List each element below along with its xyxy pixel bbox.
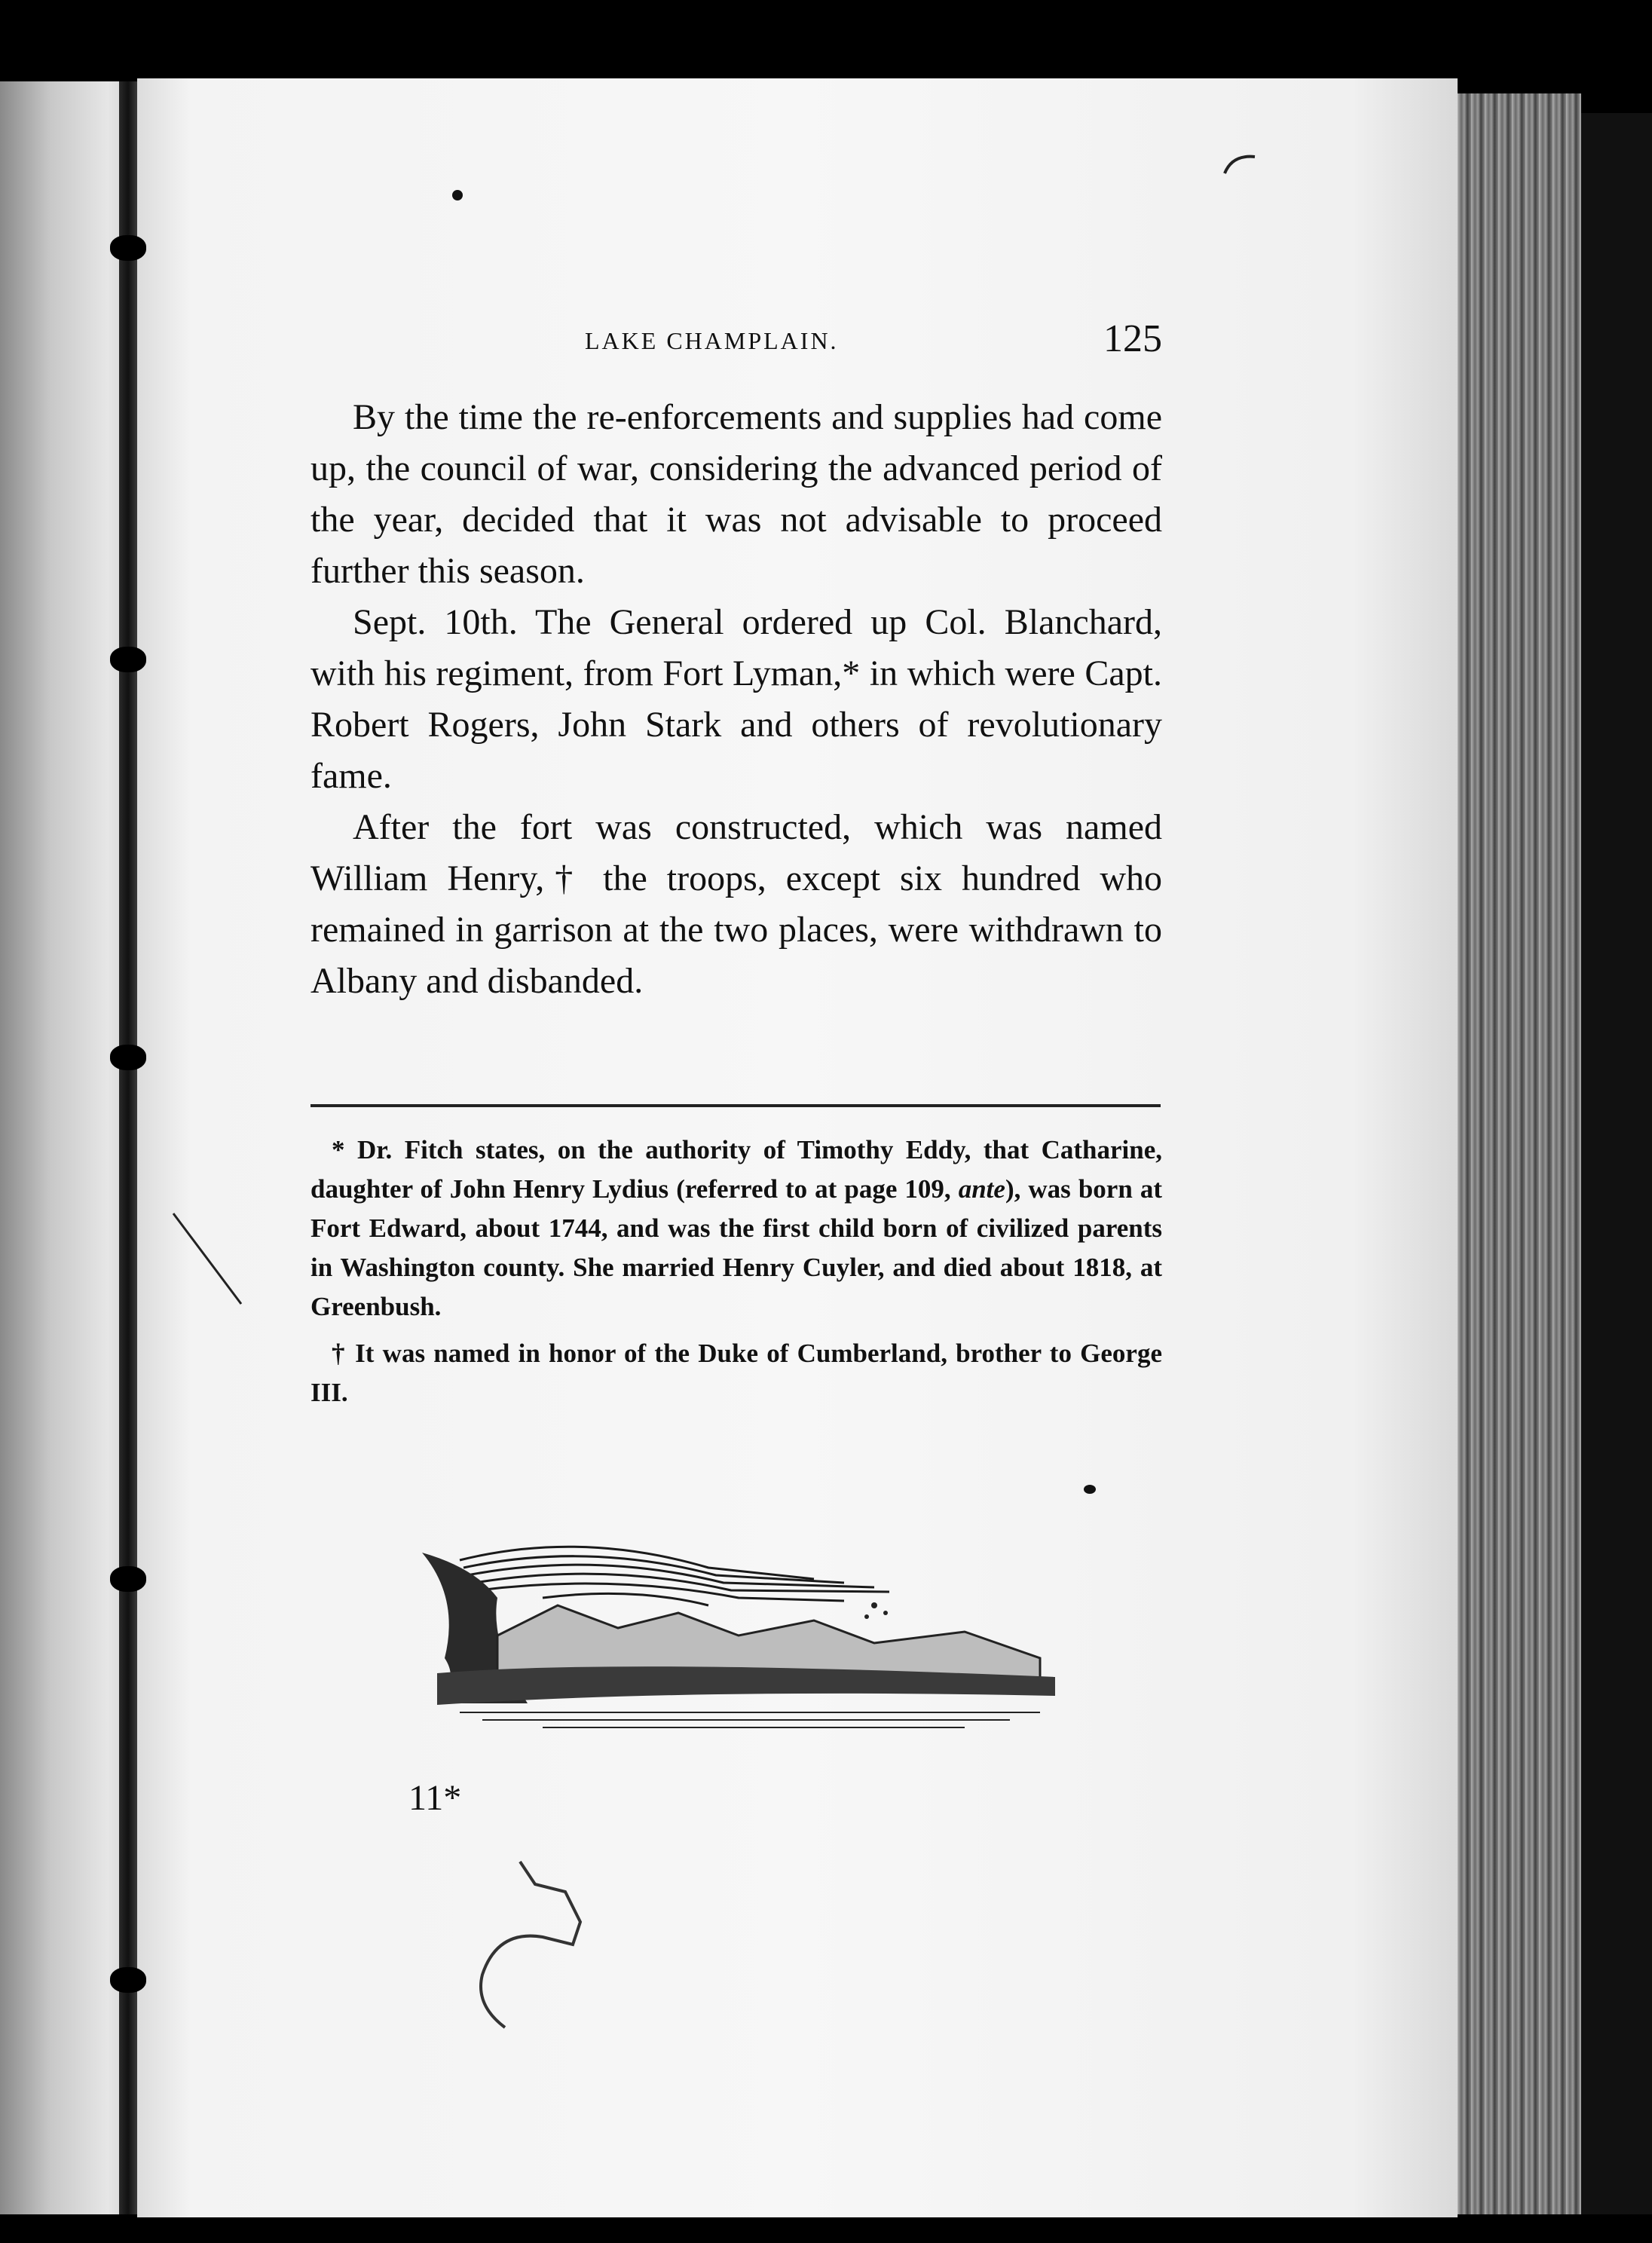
binding-stitch xyxy=(110,235,146,261)
binding-stitch xyxy=(110,647,146,672)
footnote-text: * Dr. Fitch states, on the authority of Timothy Eddy, that Catharine, daughter of John Henry Lydius (referred to at page 109, xyxy=(311,1135,1162,1204)
footnote-cumberland: † It was named in honor of the Duke of Cumberland, brother to George III. xyxy=(311,1339,1162,1407)
paragraph: After the fort was constructed, which was named William Henry,† the troops, except six hundred who remained in garrison at the two places, were withdrawn to Albany and disbanded. xyxy=(311,807,1162,1001)
footnote-fitch xyxy=(311,1131,1162,1327)
facing-page-edge xyxy=(0,81,127,2214)
body-text xyxy=(311,392,1162,1007)
lake-landscape-engraving xyxy=(392,1507,1070,1734)
pencil-mark xyxy=(166,1206,256,1311)
footnote-italic-ante: ante xyxy=(958,1174,1005,1204)
binding-stitch xyxy=(110,1566,146,1592)
footnote-text: ), was born at Fort Edward, about 1744, and was the first child born of civilized parents in Washington county. She married Henry Cuyler, and died about 1818, at Greenbush. xyxy=(311,1174,1162,1321)
ink-spot xyxy=(452,190,463,200)
page-block-edges xyxy=(1458,93,1581,2214)
paragraph: By the time the re-enforcements and supplies had come up, the council of war, considering the advanced period of the year, decided that it was not advisable to proceed further this season. xyxy=(311,397,1162,591)
page-number: 125 xyxy=(1103,317,1162,360)
ink-spot xyxy=(1084,1485,1096,1494)
pencil-mark xyxy=(1221,151,1259,181)
pencil-scribble xyxy=(452,1839,678,2035)
cover-edge xyxy=(1581,113,1652,2214)
signature-mark: 11* xyxy=(408,1778,462,1818)
footnote-rule xyxy=(311,1104,1161,1107)
page-header xyxy=(585,317,1162,366)
paragraph: Sept. 10th. The General ordered up Col. Blanchard, with his regiment, from Fort Lyman,* in which were Capt. Robert Rogers, John Stark and others of revolutionary fame. xyxy=(311,602,1162,796)
footnotes xyxy=(311,1131,1162,1420)
binding-stitch xyxy=(110,1045,146,1070)
binding-stitch xyxy=(110,1967,146,1993)
running-head: LAKE CHAMPLAIN. xyxy=(585,327,839,354)
book-spine xyxy=(119,81,137,2214)
